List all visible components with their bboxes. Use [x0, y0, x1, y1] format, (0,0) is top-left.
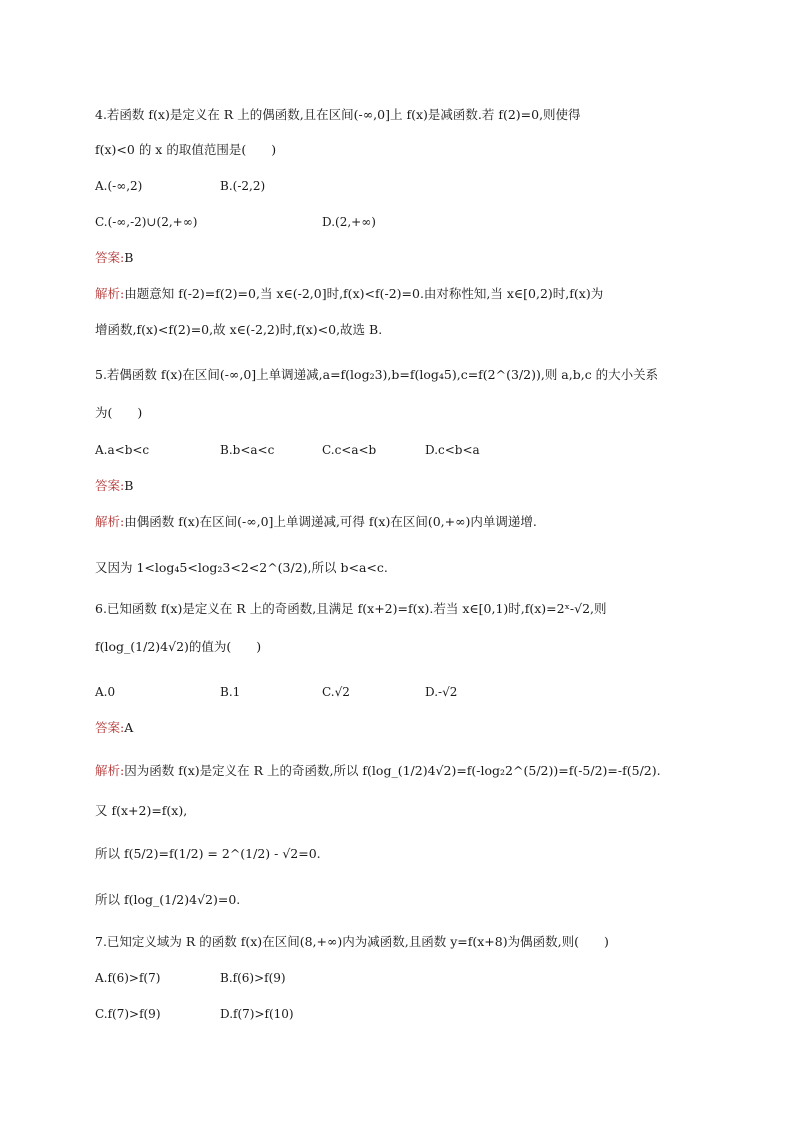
q6-answer-value: A — [124, 720, 134, 735]
q5-option-d: D.c<b<a — [425, 443, 480, 457]
q5-analysis-line1: 由偶函数 f(x)在区间(-∞,0]上单调递减,可得 f(x)在区间(0,+∞)内单调递增. — [124, 514, 537, 529]
q6-analysis-label: 解析: — [95, 763, 125, 778]
q4-option-d: D.(2,+∞) — [322, 215, 376, 229]
q4-option-c: C.(-∞,-2)∪(2,+∞) — [95, 215, 198, 229]
q5-stem: 5.若偶函数 f(x)在区间(-∞,0]上单调递减,a=f(log₂3),b=f(log₄5),c=f(2^(3/2)),则 a,b,c 的大小关系 — [95, 367, 659, 382]
q4-answer — [95, 249, 133, 267]
q5-answer-label: 答案: — [95, 478, 125, 493]
q4-option-b: B.(-2,2) — [220, 179, 266, 193]
q5-answer-value: B — [124, 478, 134, 493]
q6-analysis-line1: 因为函数 f(x)是定义在 R 上的奇函数,所以 f(log_(1/2)4√2)=f(-log₂2^(5/2))=f(-5/2)=-f(5/2). — [124, 763, 661, 778]
q7-option-b: B.f(6)>f(9) — [220, 971, 286, 985]
q4-answer-label: 答案: — [95, 250, 125, 265]
q4-stem-line2: f(x)<0 的 x 的取值范围是( ) — [95, 142, 277, 157]
q6-analysis-line3: 所以 f(5/2)=f(1/2) = 2^(1/2) - √2=0. — [95, 846, 321, 861]
q6-analysis — [95, 762, 661, 780]
q6-analysis-line2: 又 f(x+2)=f(x), — [95, 803, 188, 818]
q7-option-c: C.f(7)>f(9) — [95, 1007, 161, 1021]
q6-answer-label: 答案: — [95, 720, 125, 735]
q7-stem: 7.已知定义域为 R 的函数 f(x)在区间(8,+∞)内为减函数,且函数 y=f(x+8)为偶函数,则( ) — [95, 934, 609, 949]
q5-option-a: A.a<b<c — [95, 443, 150, 457]
q4-analysis-line1: 由题意知 f(-2)=f(2)=0,当 x∈(-2,0]时,f(x)<f(-2)=0.由对称性知,当 x∈[0,2)时,f(x)为 — [124, 286, 604, 301]
q5-answer — [95, 477, 133, 495]
q7-option-a: A.f(6)>f(7) — [95, 971, 161, 985]
q5-analysis — [95, 513, 537, 531]
q6-option-a: A.0 — [95, 685, 116, 699]
q4-option-a: A.(-∞,2) — [95, 179, 143, 193]
q4-analysis-label: 解析: — [95, 286, 125, 301]
q4-stem: 4.若函数 f(x)是定义在 R 上的偶函数,且在区间(-∞,0]上 f(x)是减函数.若 f(2)=0,则使得 — [95, 107, 581, 122]
q6-stem-line2: f(log_(1/2)4√2)的值为( ) — [95, 639, 262, 654]
q5-stem-line2: 为( ) — [95, 405, 143, 420]
q5-analysis-label: 解析: — [95, 514, 125, 529]
q7-option-d: D.f(7)>f(10) — [220, 1007, 294, 1021]
q6-option-d: D.-√2 — [425, 685, 458, 699]
q6-answer — [95, 719, 133, 737]
q6-stem: 6.已知函数 f(x)是定义在 R 上的奇函数,且满足 f(x+2)=f(x).若当 x∈[0,1)时,f(x)=2ˣ-√2,则 — [95, 601, 607, 616]
q6-analysis-line4: 所以 f(log_(1/2)4√2)=0. — [95, 892, 241, 907]
q5-analysis-line2: 又因为 1<log₄5<log₂3<2<2^(3/2),所以 b<a<c. — [95, 560, 388, 575]
q6-option-b: B.1 — [220, 685, 241, 699]
q5-option-b: B.b<a<c — [220, 443, 275, 457]
q6-option-c: C.√2 — [322, 685, 350, 699]
q4-analysis-line2: 增函数,f(x)<f(2)=0,故 x∈(-2,2)时,f(x)<0,故选 B. — [95, 322, 383, 337]
q5-option-c: C.c<a<b — [322, 443, 377, 457]
q4-analysis — [95, 285, 603, 303]
q4-answer-value: B — [124, 250, 134, 265]
